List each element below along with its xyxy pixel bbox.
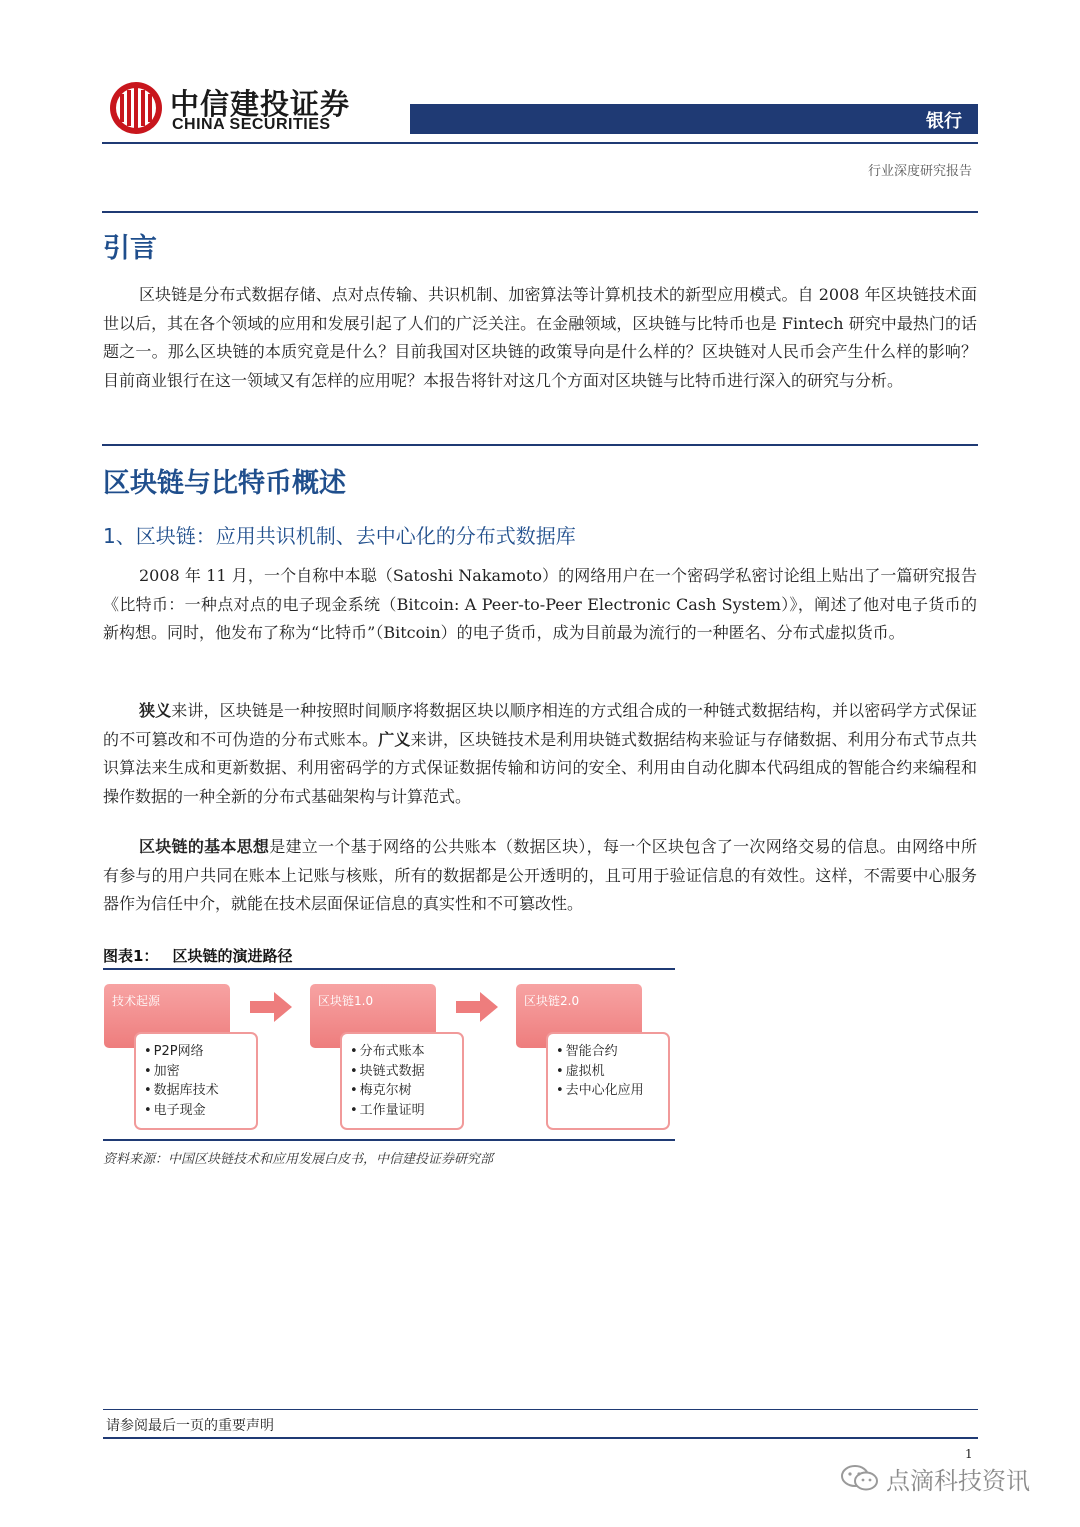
overview-heading: 区块链与比特币概述 [103,468,346,499]
figure-source: 资料来源：中国区块链技术和应用发展白皮书，中信建投证券研究部 [103,1152,494,1167]
narrow-definition-text: 来讲，区块链是一种按照时间顺序将数据区块以顺序相连的方式组合成的一种链式数据结构，并以密码学方式保证的不可篡改和不可伪造的分布式账本。 [103,701,977,749]
page-number: 1 [965,1447,973,1461]
china-securities-logo [108,80,164,136]
stage-label: 技术起源 [104,984,230,1048]
footer-divider [103,1437,978,1439]
figure-top-rule [103,968,675,970]
list-item: • 虚拟机 [556,1062,668,1082]
stage-items [340,1032,464,1130]
narrow-definition-term: 狭义 [139,701,172,720]
figure-caption: 区块链的演进路径 [172,947,293,965]
arrow-right-icon [250,992,292,1022]
section-divider [102,444,978,446]
list-item: • 加密 [144,1062,256,1082]
report-type: 行业深度研究报告 [867,164,972,179]
list-item: • 去中心化应用 [556,1081,668,1101]
list-item: • 智能合约 [556,1042,668,1062]
intro-heading: 引言 [103,233,157,264]
section-divider [102,211,978,213]
stage-label: 区块链1.0 [310,984,436,1048]
list-item: • P2P网络 [144,1042,256,1062]
arrow-right-icon [456,992,498,1022]
header-divider [102,142,978,144]
figure-bottom-rule [103,1139,675,1141]
stage-items [546,1032,670,1130]
stage-items [134,1032,258,1130]
basic-idea-text: 是建立一个基于网络的公共账本（数据区块），每一个区块包含了一次网络交易的信息。由网络中所有参与的用户共同在账本上记账与核账，所有的数据都是公开透明的，且可用于验证信息的有效性。这样，不需要中心服务器作为信任中介，就能在技术层面保证信息的真实性和不可篡改性。 [103,837,977,913]
wechat-icon [840,1464,880,1492]
list-item: • 工作量证明 [350,1101,462,1121]
brand-name-cn: 中信建投证券 [170,87,351,121]
sector-bar [410,104,978,134]
list-item: • 梅克尔树 [350,1081,462,1101]
disclaimer-note: 请参阅最后一页的重要声明 [106,1418,274,1434]
overview-paragraph-3 [103,833,977,919]
intro-paragraph: 区块链是分布式数据存储、点对点传输、共识机制、加密算法等计算机技术的新型应用模式。自 2008 年区块链技术面世以后，其在各个领域的应用和发展引起了人们的广泛关注。在金融领域，区块链与比特币也是 Fintech 研究中最热门的话题之一。那么区块链的本质究竟是什么？目前我国对区块链的政策导向是什么样的？区块链对人民币会产生什么样的影响？目前商业银行在这一领域又有怎样的应用呢？本报告将针对这几个方面对区块链与比特币进行深入的研究与分析。 [103,285,977,390]
overview-paragraph-2 [103,697,977,811]
sector-label: 银行 [926,111,962,132]
list-item: • 电子现金 [144,1101,256,1121]
footer-divider [103,1409,978,1410]
brand-name-en: CHINA SECURITIES [172,116,331,133]
list-item: • 分布式账本 [350,1042,462,1062]
figure-title [103,945,292,966]
overview-subheading: 1、区块链：应用共识机制、去中心化的分布式数据库 [103,524,576,548]
broad-definition-text: 来讲，区块链技术是利用块链式数据结构来验证与存储数据、利用分布式节点共识算法来生成和更新数据、利用密码学的方式保证数据传输和访问的安全、利用由自动化脚本代码组成的智能合约来编程和操作数据的一种全新的分布式基础架构与计算范式。 [103,729,977,806]
watermark-text: 点滴科技资讯 [886,1467,1030,1495]
list-item: • 数据库技术 [144,1081,256,1101]
basic-idea-term: 区块链的基本思想 [139,837,270,856]
stage-label: 区块链2.0 [516,984,642,1048]
list-item: • 块链式数据 [350,1062,462,1082]
broad-definition-term: 广义 [378,729,411,749]
figure-number: 图表1： [103,947,159,965]
overview-paragraph-1: 2008 年 11 月，一个自称中本聪（Satoshi Nakamoto）的网络用户在一个密码学私密讨论组上贴出了一篇研究报告《比特币：一种点对点的电子现金系统（Bitcoin: A Peer-to-Peer Electronic Cash System）》，阐述了他对电子货币的新构想。同时，他发布了称为“比特币”（Bitcoin）的电子货币，成为目前最为流行的一种匿名、分布式虚拟货币。 [103,566,977,642]
